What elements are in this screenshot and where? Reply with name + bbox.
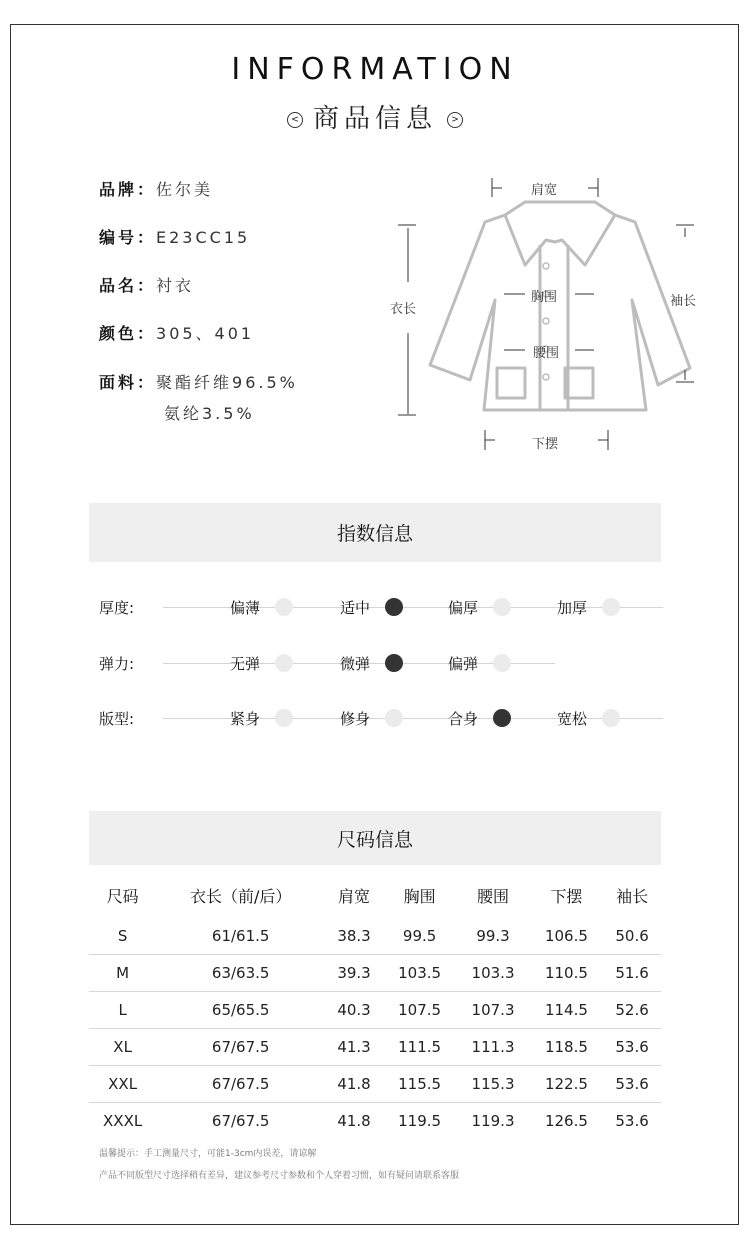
- info-color: [99, 321, 254, 344]
- table-cell: 114.5: [530, 992, 603, 1029]
- table-cell: L: [89, 992, 156, 1029]
- table-row: [89, 1103, 661, 1140]
- col-size: 尺码: [106, 886, 139, 906]
- table-cell: 40.3: [325, 992, 383, 1029]
- info-name: [99, 273, 194, 296]
- garment-diagram: [380, 170, 720, 460]
- code-value: E23CC15: [156, 228, 251, 247]
- option-thin: 偏薄: [230, 599, 261, 617]
- code-label: 编号：: [99, 228, 157, 247]
- col-shoulder: 肩宽: [338, 886, 371, 906]
- option-tight: 紧身: [230, 710, 261, 728]
- index-row-fit: [0, 708, 750, 728]
- option-dot: [275, 654, 293, 672]
- option-slim: 修身: [340, 710, 371, 728]
- table-cell: 118.5: [530, 1029, 603, 1066]
- option-dot: [602, 598, 620, 616]
- table-cell: M: [89, 955, 156, 992]
- note-line-2: 产品不同版型尺寸选择稍有差异，建议参考尺寸参数和个人穿着习惯，如有疑问请联系客服: [99, 1171, 460, 1181]
- table-cell: 110.5: [530, 955, 603, 992]
- index-label: 弹力:: [99, 655, 135, 673]
- table-cell: 53.6: [603, 1066, 661, 1103]
- info-brand: [99, 177, 213, 200]
- index-label: 厚度:: [99, 599, 135, 617]
- name-value: 衬衣: [156, 276, 195, 295]
- table-cell: 107.3: [456, 992, 529, 1029]
- option-regular: 合身: [448, 710, 479, 728]
- table-row: [89, 992, 661, 1029]
- table-cell: 39.3: [325, 955, 383, 992]
- table-cell: 99.5: [383, 918, 456, 955]
- waist-label: 腰围: [533, 346, 560, 361]
- table-cell: 126.5: [544, 1112, 588, 1130]
- option-dot-selected: [385, 598, 403, 616]
- option-dot: [493, 598, 511, 616]
- option-dot: [275, 709, 293, 727]
- option-dot: [493, 654, 511, 672]
- table-cell: 99.3: [456, 918, 529, 955]
- table-cell: 61/61.5: [156, 918, 325, 955]
- table-cell: 103.3: [456, 955, 529, 992]
- table-cell: 51.6: [603, 955, 661, 992]
- color-label: 颜色：: [99, 324, 157, 343]
- title-cn-text: 商品信息: [312, 104, 437, 134]
- title-en: INFORMATION: [231, 52, 519, 87]
- option-dot: [385, 709, 403, 727]
- col-sleeve: 袖长: [616, 886, 649, 906]
- table-cell: 63/63.5: [156, 955, 325, 992]
- table-cell: 38.3: [325, 918, 383, 955]
- table-cell: 41.8: [337, 1112, 371, 1130]
- option-slight-stretch: 微弹: [340, 655, 371, 673]
- table-row: [89, 1066, 661, 1103]
- size-table: [89, 872, 661, 1139]
- option-dot: [275, 598, 293, 616]
- info-code: [99, 225, 250, 248]
- table-cell: 67/67.5: [211, 1112, 270, 1130]
- table-cell: 67/67.5: [156, 1029, 325, 1066]
- shirt-outline-icon: [380, 170, 720, 460]
- table-cell: 67/67.5: [156, 1066, 325, 1103]
- brand-label: 品牌：: [99, 180, 157, 199]
- note-line-1: 温馨提示：手工测量尺寸，可能1-3cm内误差，请谅解: [99, 1149, 317, 1159]
- table-cell: 53.6: [615, 1112, 649, 1130]
- option-thick: 偏厚: [448, 599, 479, 617]
- table-cell: 111.3: [456, 1029, 529, 1066]
- table-row: [89, 955, 661, 992]
- brand-value: 佐尔美: [156, 180, 214, 199]
- chevron-right-icon: >: [447, 112, 463, 128]
- table-cell: 65/65.5: [156, 992, 325, 1029]
- index-label: 版型:: [99, 710, 135, 728]
- table-cell: XXXL: [103, 1112, 143, 1130]
- fabric-label: 面料：: [99, 373, 157, 392]
- table-cell: 107.5: [383, 992, 456, 1029]
- option-dot: [602, 709, 620, 727]
- table-cell: 103.5: [383, 955, 456, 992]
- fabric-value-1: 聚酯纤维96.5%: [156, 373, 298, 392]
- table-cell: XL: [89, 1029, 156, 1066]
- table-cell: 115.5: [383, 1066, 456, 1103]
- fabric-value-2: 氨纶3.5%: [164, 404, 255, 423]
- table-cell: 119.3: [471, 1112, 515, 1130]
- table-row: [89, 1029, 661, 1066]
- option-dot-selected: [385, 654, 403, 672]
- table-cell: 50.6: [603, 918, 661, 955]
- chevron-left-icon: <: [287, 112, 303, 128]
- option-no-stretch: 无弹: [230, 655, 261, 673]
- col-waist: 腰围: [477, 886, 510, 906]
- option-loose: 宽松: [557, 710, 588, 728]
- table-cell: 111.5: [383, 1029, 456, 1066]
- table-cell: 119.5: [398, 1112, 442, 1130]
- chest-label: 胸围: [531, 290, 558, 305]
- shoulder-label: 肩宽: [531, 183, 558, 198]
- color-value: 305、401: [156, 324, 255, 343]
- length-label: 衣长: [390, 302, 417, 317]
- index-row-elasticity: [0, 653, 750, 673]
- table-cell: 122.5: [530, 1066, 603, 1103]
- col-hem: 下摆: [550, 886, 583, 906]
- col-chest: 胸围: [403, 886, 436, 906]
- table-cell: S: [89, 918, 156, 955]
- info-fabric-2: [164, 401, 255, 424]
- index-row-thickness: [0, 597, 750, 617]
- table-cell: 41.8: [325, 1066, 383, 1103]
- table-cell: 53.6: [603, 1029, 661, 1066]
- title-cn: [0, 98, 750, 135]
- sleeve-label: 袖长: [670, 294, 697, 309]
- table-cell: 41.3: [325, 1029, 383, 1066]
- table-row: [89, 918, 661, 955]
- hem-label: 下摆: [532, 437, 559, 452]
- table-cell: XXL: [89, 1066, 156, 1103]
- option-medium: 适中: [340, 599, 371, 617]
- size-section-title: 尺码信息: [89, 811, 661, 865]
- size-table-header: [89, 872, 661, 918]
- option-dot-selected: [493, 709, 511, 727]
- table-cell: 106.5: [530, 918, 603, 955]
- table-cell: 52.6: [603, 992, 661, 1029]
- option-extra-thick: 加厚: [557, 599, 588, 617]
- option-stretch: 偏弹: [448, 655, 479, 673]
- info-fabric: [99, 370, 298, 393]
- table-cell: 115.3: [456, 1066, 529, 1103]
- index-section-title: 指数信息: [89, 503, 661, 562]
- col-length: 衣长（前/后）: [189, 886, 292, 906]
- name-label: 品名：: [99, 276, 157, 295]
